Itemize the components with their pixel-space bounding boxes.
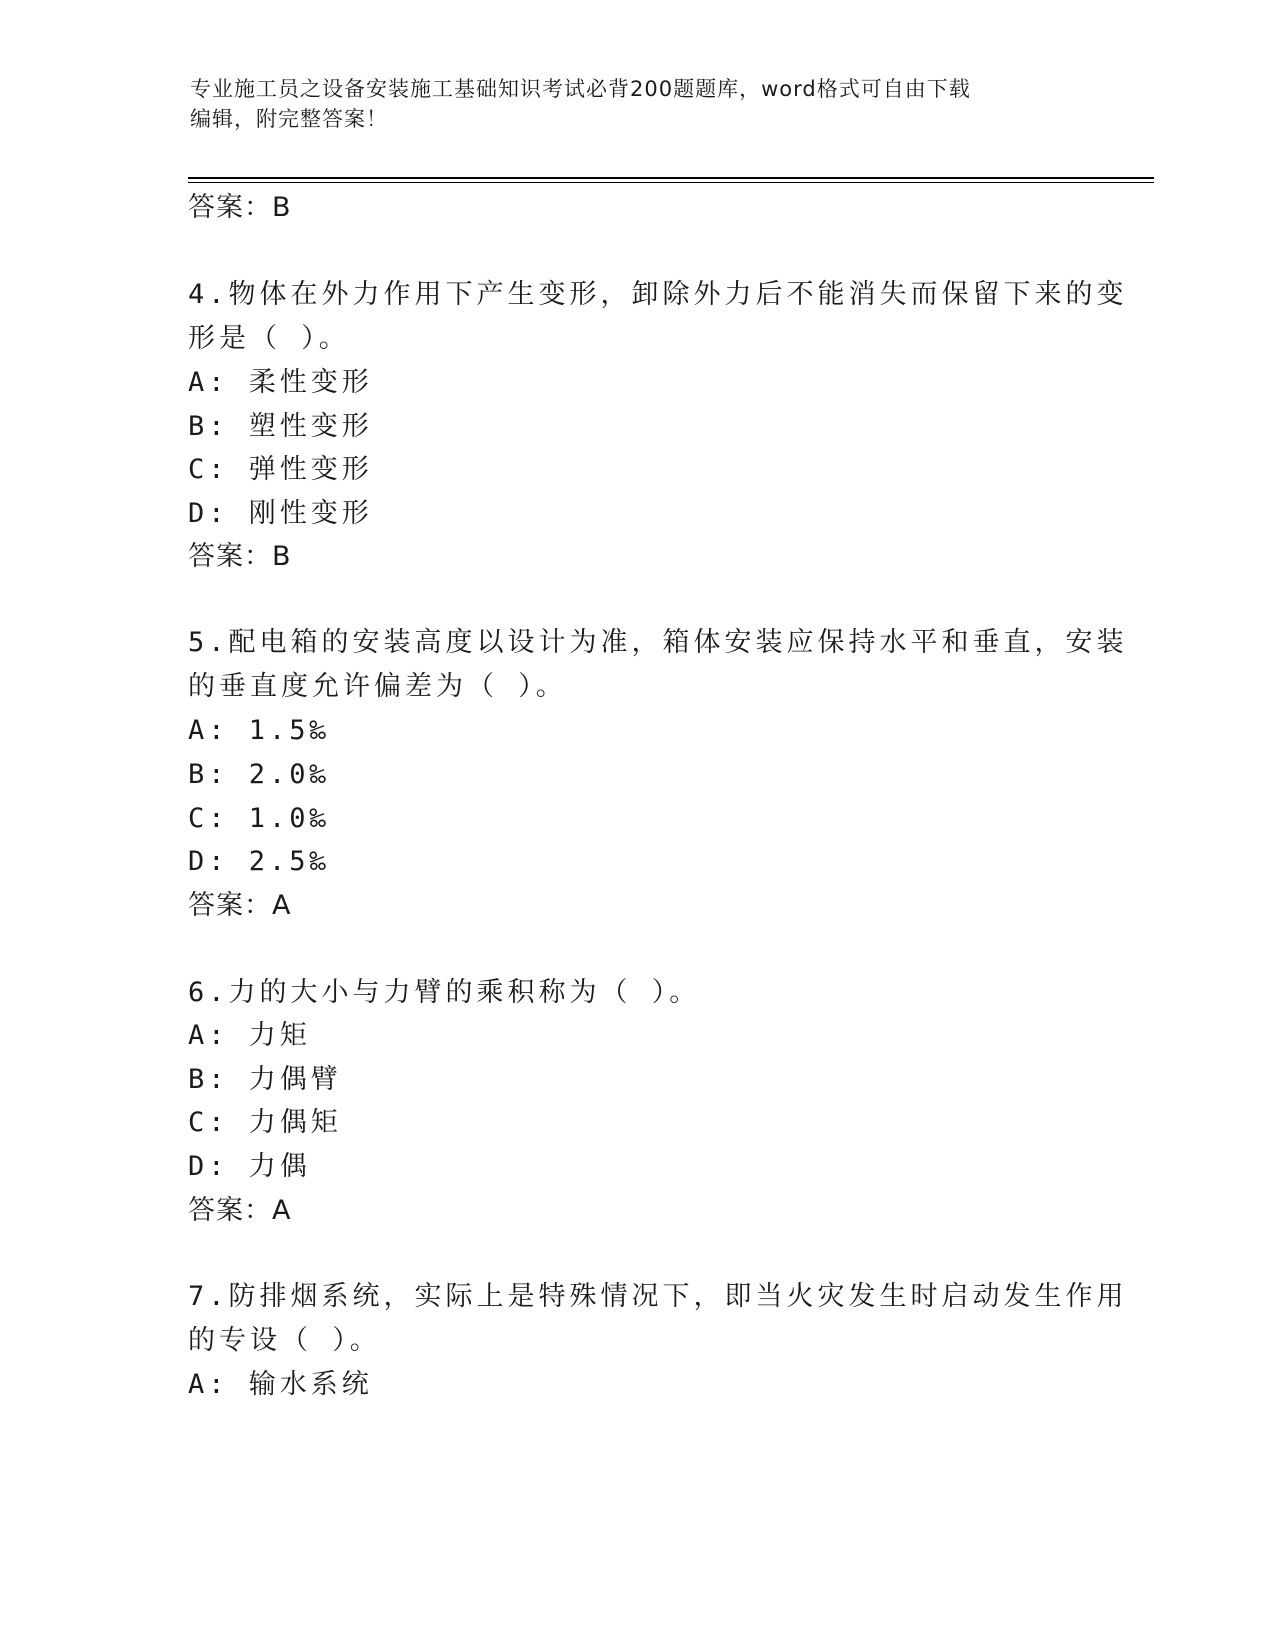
question-stem: 的垂直度允许偏差为（ ）。 (188, 671, 567, 702)
header-title-line-2: 编辑，附完整答案！ (190, 107, 388, 131)
question-stem: 7.防排烟系统，实际上是特殊情况下，即当火灾发生时启动发生作用 (188, 1281, 1128, 1312)
option-c: C: 弹性变形 (188, 454, 373, 485)
question-stem: 4.物体在外力作用下产生变形，卸除外力后不能消失而保留下来的变 (188, 279, 1128, 310)
answer-line: 答案：B (188, 541, 292, 572)
option-b: B: 塑性变形 (188, 411, 373, 442)
option-d: D: 2.5‰ (188, 846, 330, 877)
header-title-line-1: 专业施工员之设备安装施工基础知识考试必背200题题库，word格式可自由下载 (190, 77, 971, 101)
question-stem: 6.力的大小与力臂的乘积称为（ ）。 (188, 977, 701, 1008)
option-c: C: 1.0‰ (188, 803, 330, 834)
option-c: C: 力偶矩 (188, 1107, 342, 1138)
option-d: D: 刚性变形 (188, 498, 373, 529)
header-divider-thick (188, 177, 1154, 179)
question-stem: 的专设（ ）。 (188, 1325, 381, 1356)
question-stem: 形是（ ）。 (188, 323, 350, 354)
answer-line: 答案：A (188, 1195, 292, 1226)
option-a: A: 柔性变形 (188, 367, 373, 398)
option-b: B: 2.0‰ (188, 759, 330, 790)
page-header (190, 74, 1070, 134)
option-a: A: 输水系统 (188, 1369, 373, 1400)
answer-line: 答案：A (188, 890, 292, 921)
option-a: A: 1.5‰ (188, 715, 330, 746)
option-a: A: 力矩 (188, 1020, 311, 1051)
answer-line: 答案：B (188, 192, 292, 223)
question-stem: 5.配电箱的安装高度以设计为准，箱体安装应保持水平和垂直，安装 (188, 627, 1128, 658)
option-d: D: 力偶 (188, 1151, 311, 1182)
header-divider-thin (188, 182, 1154, 183)
option-b: B: 力偶臂 (188, 1064, 342, 1095)
